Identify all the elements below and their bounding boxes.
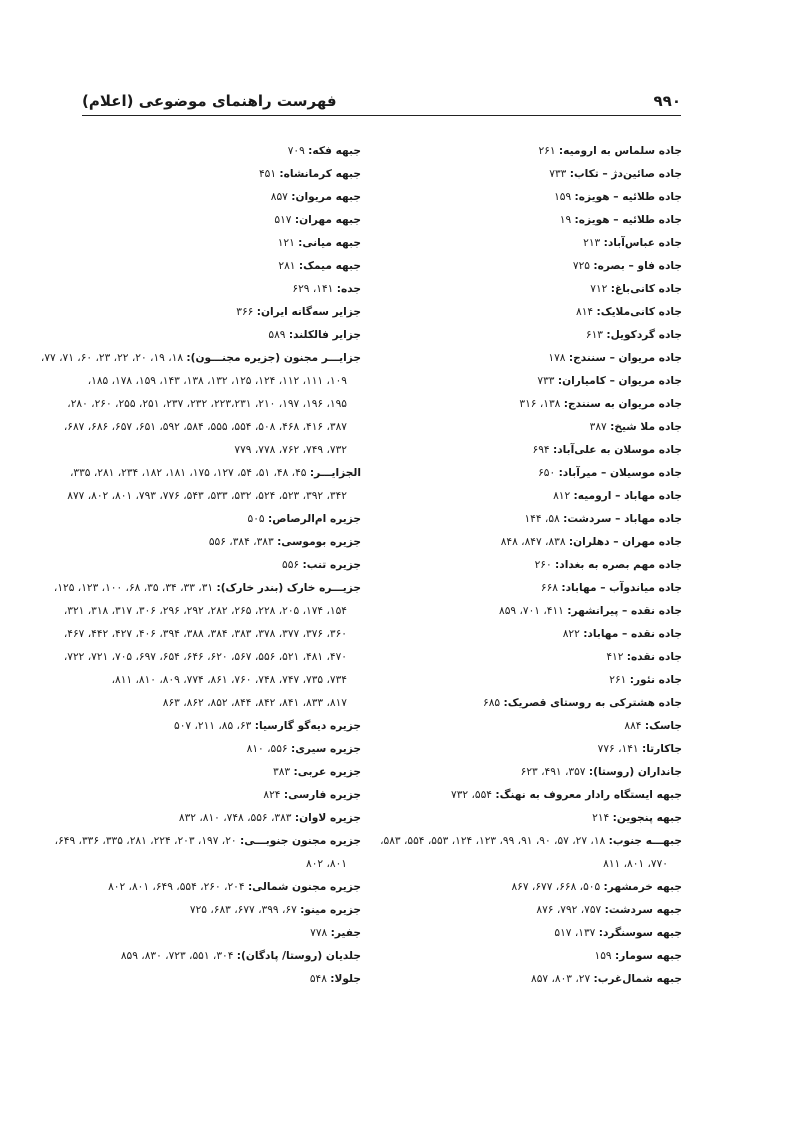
- index-term: جاده موسیلان – میرآباد:: [558, 467, 682, 479]
- index-term: جاده نقده:: [626, 651, 682, 663]
- index-term: جاده ملا شیخ:: [610, 421, 682, 433]
- index-term: جاده عباس‌آباد:: [603, 237, 682, 249]
- index-entry: [380, 830, 682, 876]
- index-term: جاده مهاباد – سردشت:: [563, 513, 682, 525]
- page-refs: ۲۷، ۸۰۳، ۸۵۷: [531, 973, 594, 985]
- index-term: جبهه فکه:: [308, 145, 361, 157]
- index-term: جاده کانی‌باغ:: [610, 283, 682, 295]
- index-term: جزیره لاوان:: [294, 812, 361, 824]
- page-refs: ۴۵، ۴۸، ۵۱، ۵۴، ۱۲۷، ۱۷۵، ۱۸۱، ۱۸۲، ۲۳۴، ۲۸۱، ۳۳۵،: [69, 467, 310, 479]
- index-term: جانداران (روستا):: [588, 766, 682, 778]
- page-refs: ۵۱۷: [274, 214, 295, 226]
- index-entry: [392, 370, 682, 393]
- page-refs: ۲۰، ۱۹۷، ۲۰۳، ۲۲۴، ۲۸۱، ۳۳۵، ۳۳۶، ۶۴۹،: [54, 835, 240, 847]
- index-term: جزیره مجنون جنوبـــی:: [239, 835, 361, 847]
- index-entry: [392, 393, 682, 416]
- page-refs-continuation: ۱۰۹، ۱۱۱، ۱۱۲، ۱۲۴، ۱۲۵، ۱۳۲، ۱۳۸، ۱۴۳، ۱۵۹، ۱۷۸، ۱۸۵،: [87, 375, 347, 387]
- page-refs: ۵۵۶، ۸۱۰: [246, 743, 291, 755]
- index-term: جبهه ایستگاه رادار معروف به نهنگ:: [495, 789, 682, 801]
- index-term: جاده مهران – دهلران:: [568, 536, 682, 548]
- index-term: الجزایـــر:: [309, 467, 361, 479]
- index-term: جبهه خرمشهر:: [603, 881, 682, 893]
- index-entry: [392, 945, 682, 968]
- page-refs: ۵۸۹: [268, 329, 289, 341]
- index-entry: [392, 278, 682, 301]
- page-refs: ۲۰۴، ۲۶۰، ۵۵۴، ۶۴۹، ۸۰۱، ۸۰۲: [108, 881, 248, 893]
- page-refs: ۱۸، ۲۷، ۵۷، ۹۰، ۹۱، ۹۹، ۱۲۳، ۱۲۴، ۵۵۳، ۵۵۴، ۵۸۳،: [380, 835, 609, 847]
- index-entry: [392, 577, 682, 600]
- page-refs-continuation: ۳۴۲، ۳۹۲، ۵۲۳، ۵۲۴، ۵۳۲، ۵۳۳، ۵۴۳، ۷۷۶، ۷۹۳، ۸۰۱، ۸۰۲، ۸۷۷: [67, 490, 347, 502]
- index-entry: [392, 922, 682, 945]
- index-entry: [76, 945, 361, 968]
- header-rule: [82, 115, 681, 116]
- index-term: جزایر فالکلند:: [288, 329, 361, 341]
- page-refs: ۵۰۵، ۶۶۸، ۶۷۷، ۸۶۷: [511, 881, 604, 893]
- page-refs: ۳۵۷، ۴۹۱، ۶۲۳: [520, 766, 589, 778]
- index-term: جاده فاو – بصره:: [593, 260, 682, 272]
- page-refs-continuation: ۱۹۵، ۱۹۶، ۱۹۷، ۲۱۰، ۲۲۳،۲۳۱، ۲۳۲، ۲۳۷، ۲۵۱، ۲۵۵، ۲۶۰، ۲۸۰،: [67, 398, 347, 410]
- page-refs: ۸۲۲: [562, 628, 584, 640]
- index-term: جفیر:: [330, 927, 361, 939]
- left-index-column: [40, 140, 361, 991]
- index-entry: [76, 209, 361, 232]
- index-term: جاده نقده – پیرانشهر:: [567, 605, 682, 617]
- index-entry: [53, 577, 361, 715]
- page-refs: ۷۲۵: [572, 260, 594, 272]
- page-refs: ۱۳۷، ۵۱۷: [554, 927, 599, 939]
- index-entry: [392, 899, 682, 922]
- index-entry: [76, 232, 361, 255]
- page-refs: ۸۱۲: [553, 490, 574, 502]
- index-term: جزیره مینو:: [300, 904, 361, 916]
- index-term: جزیره ام‌الرصاص:: [267, 513, 361, 525]
- index-entry: [392, 784, 682, 807]
- page-refs: ۶۷، ۳۹۹، ۶۷۷، ۶۸۳، ۷۲۵: [189, 904, 301, 916]
- index-term: جزیره دیه‌گو گارسیا:: [254, 720, 361, 732]
- index-entry: [76, 554, 361, 577]
- index-term: جاده مهاباد – ارومیه:: [573, 490, 682, 502]
- page-refs: ۲۸۱: [278, 260, 299, 272]
- page-refs: ۵۰۵: [247, 513, 268, 525]
- index-entry: [40, 347, 361, 462]
- page-refs: ۷۵۷، ۷۹۲، ۸۷۶: [536, 904, 605, 916]
- index-entry: [392, 876, 682, 899]
- index-entry: [392, 692, 682, 715]
- index-term: جبهه سردشت:: [604, 904, 682, 916]
- page-refs: ۵۵۴، ۷۳۲: [451, 789, 496, 801]
- index-entry: [392, 531, 682, 554]
- page-refs: ۲۶۱: [609, 674, 630, 686]
- index-entry: [392, 462, 682, 485]
- index-term: جبهه مهران:: [294, 214, 361, 226]
- index-term: جاده هشترکی به روستای قصریک:: [503, 697, 682, 709]
- index-entry: [76, 140, 361, 163]
- index-entry: [76, 324, 361, 347]
- index-entry: [76, 301, 361, 324]
- page-refs-continuation: ۷۳۴، ۷۳۵، ۷۴۷، ۷۴۸، ۷۶۰، ۸۶۱، ۷۷۴، ۸۰۹، ۸۱۰، ۸۱۱،: [111, 674, 347, 686]
- index-term: جلولا:: [330, 973, 361, 985]
- page-refs: ۱۳۸، ۳۱۶: [519, 398, 564, 410]
- page-refs: ۱۹: [559, 214, 575, 226]
- page-header: [82, 90, 681, 116]
- index-term: جاده نقده – مهاباد:: [583, 628, 682, 640]
- index-entry: [76, 163, 361, 186]
- index-term: جزیره سیری:: [290, 743, 361, 755]
- index-term: جاده مریوان – سنندج:: [568, 352, 682, 364]
- page-refs-continuation: ۴۷۰، ۴۸۱، ۵۲۱، ۵۵۶، ۵۶۷، ۶۲۰، ۶۴۶، ۶۵۴، ۶۹۷، ۷۰۵، ۷۲۱، ۷۲۲،: [63, 651, 347, 663]
- index-term: جاده موسلان به علی‌آباد:: [552, 444, 682, 456]
- page-refs: ۶۵۰: [538, 467, 559, 479]
- index-term: جبهه مریوان:: [291, 191, 361, 203]
- index-term: جبهه میمک:: [298, 260, 361, 272]
- index-entry: [392, 439, 682, 462]
- page-refs: ۲۱۳: [583, 237, 604, 249]
- page-refs: ۶۱۳: [585, 329, 607, 341]
- index-entry: [76, 784, 361, 807]
- page-refs: ۳۱، ۳۳، ۳۴، ۳۵، ۶۸، ۱۰۰، ۱۲۳، ۱۲۵،: [53, 582, 217, 594]
- index-entry: [76, 531, 361, 554]
- page-refs: ۱۴۱، ۷۷۶: [597, 743, 642, 755]
- page-refs: ۶۳، ۸۵، ۲۱۱، ۵۰۷: [174, 720, 255, 732]
- index-entry: [392, 761, 682, 784]
- page-refs: ۲۶۰: [534, 559, 556, 571]
- index-term: جاده گردکویل:: [606, 329, 682, 341]
- index-entry: [76, 715, 361, 738]
- running-title: فهرست راهنمای موضوعی (اعلام): [82, 92, 337, 110]
- index-entry: [392, 186, 682, 209]
- index-term: جلدیان (روستا/ پادگان):: [236, 950, 361, 962]
- index-term: جبهه شمال‌غرب:: [593, 973, 682, 985]
- index-entry: [392, 209, 682, 232]
- page-refs: ۱۵۹: [554, 191, 575, 203]
- index-entry: [76, 761, 361, 784]
- index-entry: [392, 255, 682, 278]
- index-entry: [76, 738, 361, 761]
- right-index-column: [380, 140, 682, 991]
- index-entry: [392, 140, 682, 163]
- page-refs: ۳۸۷: [589, 421, 611, 433]
- index-entry: [392, 669, 682, 692]
- page-refs: ۱۷۸: [548, 352, 569, 364]
- index-term: جاده مریوان – کامیاران:: [557, 375, 682, 387]
- index-entry: [392, 968, 682, 991]
- page-refs: ۶۸۵: [483, 697, 504, 709]
- page-refs: ۴۱۱، ۷۰۱، ۸۵۹: [499, 605, 568, 617]
- page-refs: ۷۳۳: [537, 375, 558, 387]
- page-refs: ۴۱۲: [606, 651, 627, 663]
- page-refs: ۲۱۴: [592, 812, 613, 824]
- index-term: جاده صائین‌دژ – تکاب:: [569, 168, 682, 180]
- index-term: جاسک:: [644, 720, 682, 732]
- index-entry: [392, 554, 682, 577]
- page-refs: ۷۳۳: [549, 168, 570, 180]
- index-entry: [392, 485, 682, 508]
- index-entry: [392, 324, 682, 347]
- index-term: جاده میاندوآب – مهاباد:: [561, 582, 682, 594]
- index-term: جزیـــره خارک (بندر خارک):: [216, 582, 361, 594]
- page-refs-continuation: ۸۰۱، ۸۰۲: [306, 858, 347, 870]
- page-refs: ۵۴۸: [309, 973, 331, 985]
- index-term: جاده مریوان به سنندج:: [563, 398, 682, 410]
- index-term: جاده مهم بصره به بغداد:: [555, 559, 682, 571]
- page-refs: ۳۸۳، ۳۸۴، ۵۵۶: [208, 536, 278, 548]
- index-entry: [392, 508, 682, 531]
- index-entry: [392, 163, 682, 186]
- index-term: جبهه پنجوین:: [612, 812, 682, 824]
- index-term: جبهه کرمانشاه:: [279, 168, 361, 180]
- index-term: جزایـــر مجنون (جزیره مجنـــون):: [186, 352, 361, 364]
- index-entry: [76, 278, 361, 301]
- index-entry: [392, 807, 682, 830]
- index-entry: [392, 715, 682, 738]
- index-entry: [392, 623, 682, 646]
- page-refs: ۸۱۴: [576, 306, 597, 318]
- index-entry: [76, 876, 361, 899]
- page-refs: ۶۹۴: [532, 444, 553, 456]
- index-entry: [76, 899, 361, 922]
- page-refs: ۳۸۳: [273, 766, 294, 778]
- page-refs: ۸۵۷: [270, 191, 292, 203]
- index-term: جاده نئور:: [629, 674, 682, 686]
- page-refs-continuation: ۷۷۰، ۸۰۱، ۸۱۱: [603, 858, 668, 870]
- page-refs: ۷۷۸: [310, 927, 331, 939]
- page-refs-continuation: ۸۱۷، ۸۳۳، ۸۴۱، ۸۴۲، ۸۴۴، ۸۵۲، ۸۶۲، ۸۶۳: [162, 697, 347, 709]
- page-refs: ۱۸، ۱۹، ۲۰، ۲۲، ۲۳، ۶۰، ۷۱، ۷۷،: [40, 352, 187, 364]
- index-entry: [76, 807, 361, 830]
- index-entry: [392, 600, 682, 623]
- page-refs-continuation: ۱۵۴، ۱۷۴، ۲۰۵، ۲۲۸، ۲۶۵، ۲۸۲، ۲۹۲، ۲۹۶، ۳۰۶، ۳۱۷، ۳۱۸، ۳۲۱،: [63, 605, 347, 617]
- page-refs: ۴۵۱: [258, 168, 280, 180]
- index-term: جاده سلماس به ارومیه:: [558, 145, 682, 157]
- index-term: جاکارتا:: [641, 743, 682, 755]
- index-term: جاده طلائیه – هویزه:: [574, 214, 682, 226]
- index-term: جزایر سه‌گانه ایران:: [256, 306, 361, 318]
- page-refs: ۷۰۹: [287, 145, 309, 157]
- index-entry: [392, 646, 682, 669]
- page-refs-continuation: ۷۳۲، ۷۴۹، ۷۶۲، ۷۷۸، ۷۷۹: [234, 444, 347, 456]
- index-term: جزیره بوموسی:: [277, 536, 361, 548]
- index-entry: [392, 416, 682, 439]
- page-refs: ۳۶۶: [236, 306, 257, 318]
- page-refs: ۵۵۶: [282, 559, 303, 571]
- index-term: جزیره فارسی:: [283, 789, 361, 801]
- index-entry: [392, 301, 682, 324]
- index-entry: [392, 738, 682, 761]
- index-entry: [76, 922, 361, 945]
- index-entry: [392, 232, 682, 255]
- index-term: جده:: [336, 283, 361, 295]
- page-refs-continuation: ۳۶۰، ۳۷۶، ۳۷۷، ۳۷۸، ۳۸۳، ۳۸۴، ۳۸۸، ۳۹۴، ۴۰۶، ۴۲۷، ۴۴۲، ۴۶۷،: [63, 628, 347, 640]
- index-entry: [67, 462, 361, 508]
- index-entry: [54, 830, 361, 876]
- index-term: جبهـــه جنوب:: [608, 835, 682, 847]
- index-entry: [392, 347, 682, 370]
- index-entry: [76, 968, 361, 991]
- index-term: جزیره تنب:: [302, 559, 361, 571]
- index-term: جزیره عربی:: [293, 766, 361, 778]
- index-term: جبهه میانی:: [298, 237, 361, 249]
- index-term: جبهه سومار:: [615, 950, 682, 962]
- page-refs: ۶۶۸: [540, 582, 562, 594]
- page-refs: ۳۰۴، ۵۵۱، ۷۲۳، ۸۳۰، ۸۵۹: [120, 950, 237, 962]
- page-refs-continuation: ۳۸۷، ۴۱۶، ۴۶۸، ۵۰۸، ۵۵۴، ۵۵۵، ۵۸۴، ۵۹۲، ۶۵۱، ۶۵۷، ۶۸۶، ۶۸۷،: [63, 421, 347, 433]
- page-refs: ۸۸۴: [624, 720, 645, 732]
- page-number: ۹۹۰: [653, 92, 681, 110]
- page-refs: ۱۵۹: [594, 950, 615, 962]
- page-refs: ۸۳۸، ۸۴۷، ۸۴۸: [500, 536, 569, 548]
- page-refs: ۷۱۲: [590, 283, 611, 295]
- page-refs: ۵۸، ۱۴۴: [524, 513, 564, 525]
- page-refs: ۱۲۱: [277, 237, 299, 249]
- index-term: جاده کانی‌ملایک:: [596, 306, 682, 318]
- index-entry: [76, 255, 361, 278]
- index-term: جبهه سوسنگرد:: [598, 927, 682, 939]
- index-entry: [76, 508, 361, 531]
- page-refs: ۲۶۱: [538, 145, 559, 157]
- index-entry: [76, 186, 361, 209]
- index-term: جاده طلائیه – هویزه:: [574, 191, 682, 203]
- page-refs: ۱۴۱، ۶۲۹: [292, 283, 337, 295]
- page-refs: ۸۲۴: [263, 789, 284, 801]
- index-term: جزیره مجنون شمالی:: [247, 881, 361, 893]
- page-refs: ۳۸۳، ۵۵۶، ۷۴۸، ۸۱۰، ۸۳۲: [178, 812, 295, 824]
